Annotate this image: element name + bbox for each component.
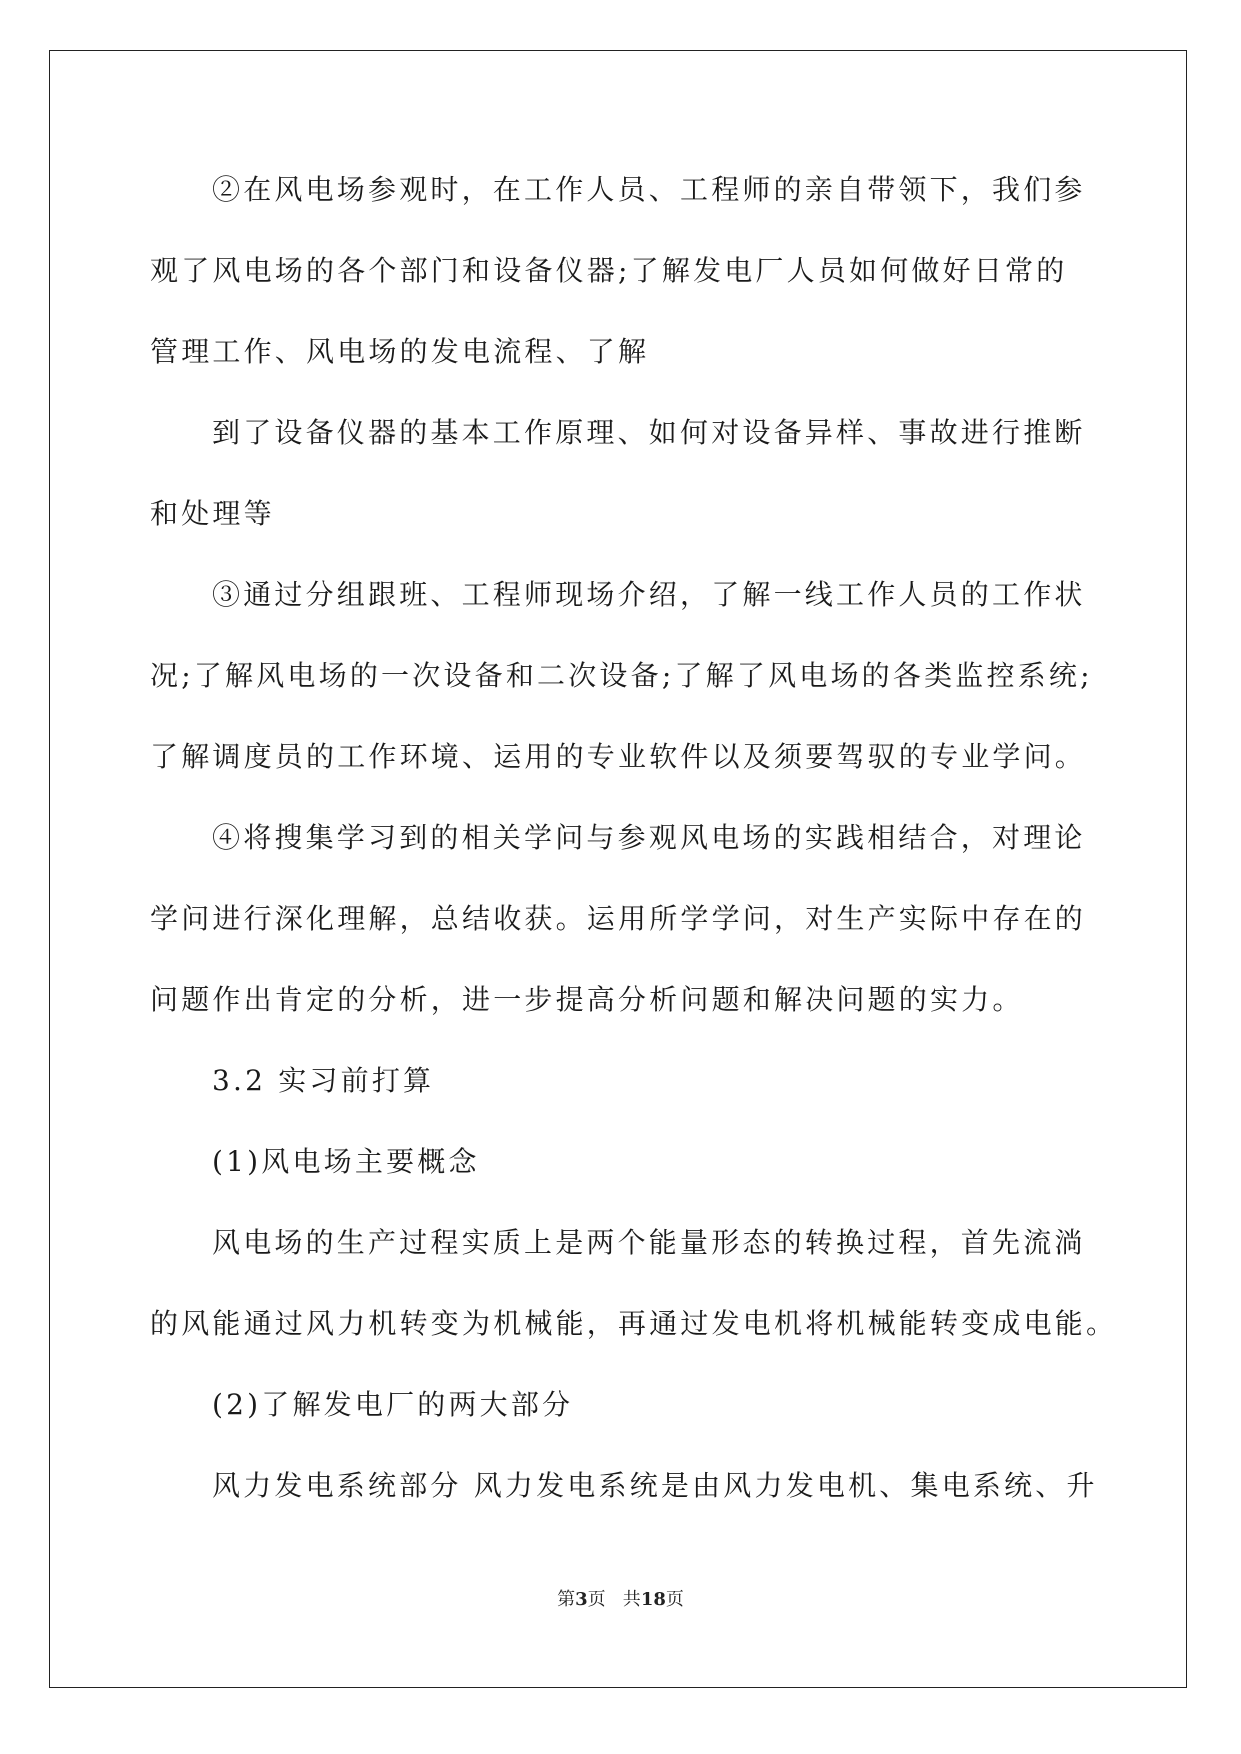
text-line: ③通过分组跟班、工程师现场介绍，了解一线工作人员的工作状: [212, 578, 1086, 611]
current-page-number: 3: [575, 1589, 588, 1610]
text-line: 风电场的生产过程实质上是两个能量形态的转换过程，首先流淌: [212, 1226, 1086, 1259]
footer-suffix: 页: [665, 1589, 684, 1610]
total-page-count: 18: [640, 1589, 666, 1610]
text-line: ②在风电场参观时，在工作人员、工程师的亲自带领下，我们参: [212, 173, 1086, 206]
text-line: 到了设备仪器的基本工作原理、如何对设备异样、事故进行推断: [212, 416, 1086, 449]
text-line: 和处理等: [150, 497, 275, 530]
subsection-heading: (2)了解发电厂的两大部分: [212, 1388, 574, 1421]
text-line: 管理工作、风电场的发电流程、了解: [150, 335, 650, 368]
page-footer: [0, 1585, 1241, 1611]
section-heading: 3.2 实习前打算: [212, 1064, 435, 1097]
text-line: 了解调度员的工作环境、运用的专业软件以及须要驾驭的专业学问。: [150, 740, 1087, 773]
text-line: ④将搜集学习到的相关学问与参观风电场的实践相结合，对理论: [212, 821, 1086, 854]
text-line: 问题作出肯定的分析，进一步提高分析问题和解决问题的实力。: [150, 983, 1024, 1016]
text-line: 风力发电系统部分 风力发电系统是由风力发电机、集电系统、升: [212, 1469, 1098, 1502]
text-line: 况;了解风电场的一次设备和二次设备;了解了风电场的各类监控系统;: [150, 659, 1093, 692]
subsection-heading: (1)风电场主要概念: [212, 1145, 480, 1178]
text-line: 观了风电场的各个部门和设备仪器;了解发电厂人员如何做好日常的: [150, 254, 1068, 287]
footer-prefix: 第: [557, 1589, 576, 1610]
page-border: [49, 50, 1187, 1688]
footer-mid: 页 共: [587, 1589, 641, 1610]
text-line: 学问进行深化理解，总结收获。运用所学学问，对生产实际中存在的: [150, 902, 1087, 935]
text-line: 的风能通过风力机转变为机械能，再通过发电机将机械能转变成电能。: [150, 1307, 1118, 1340]
